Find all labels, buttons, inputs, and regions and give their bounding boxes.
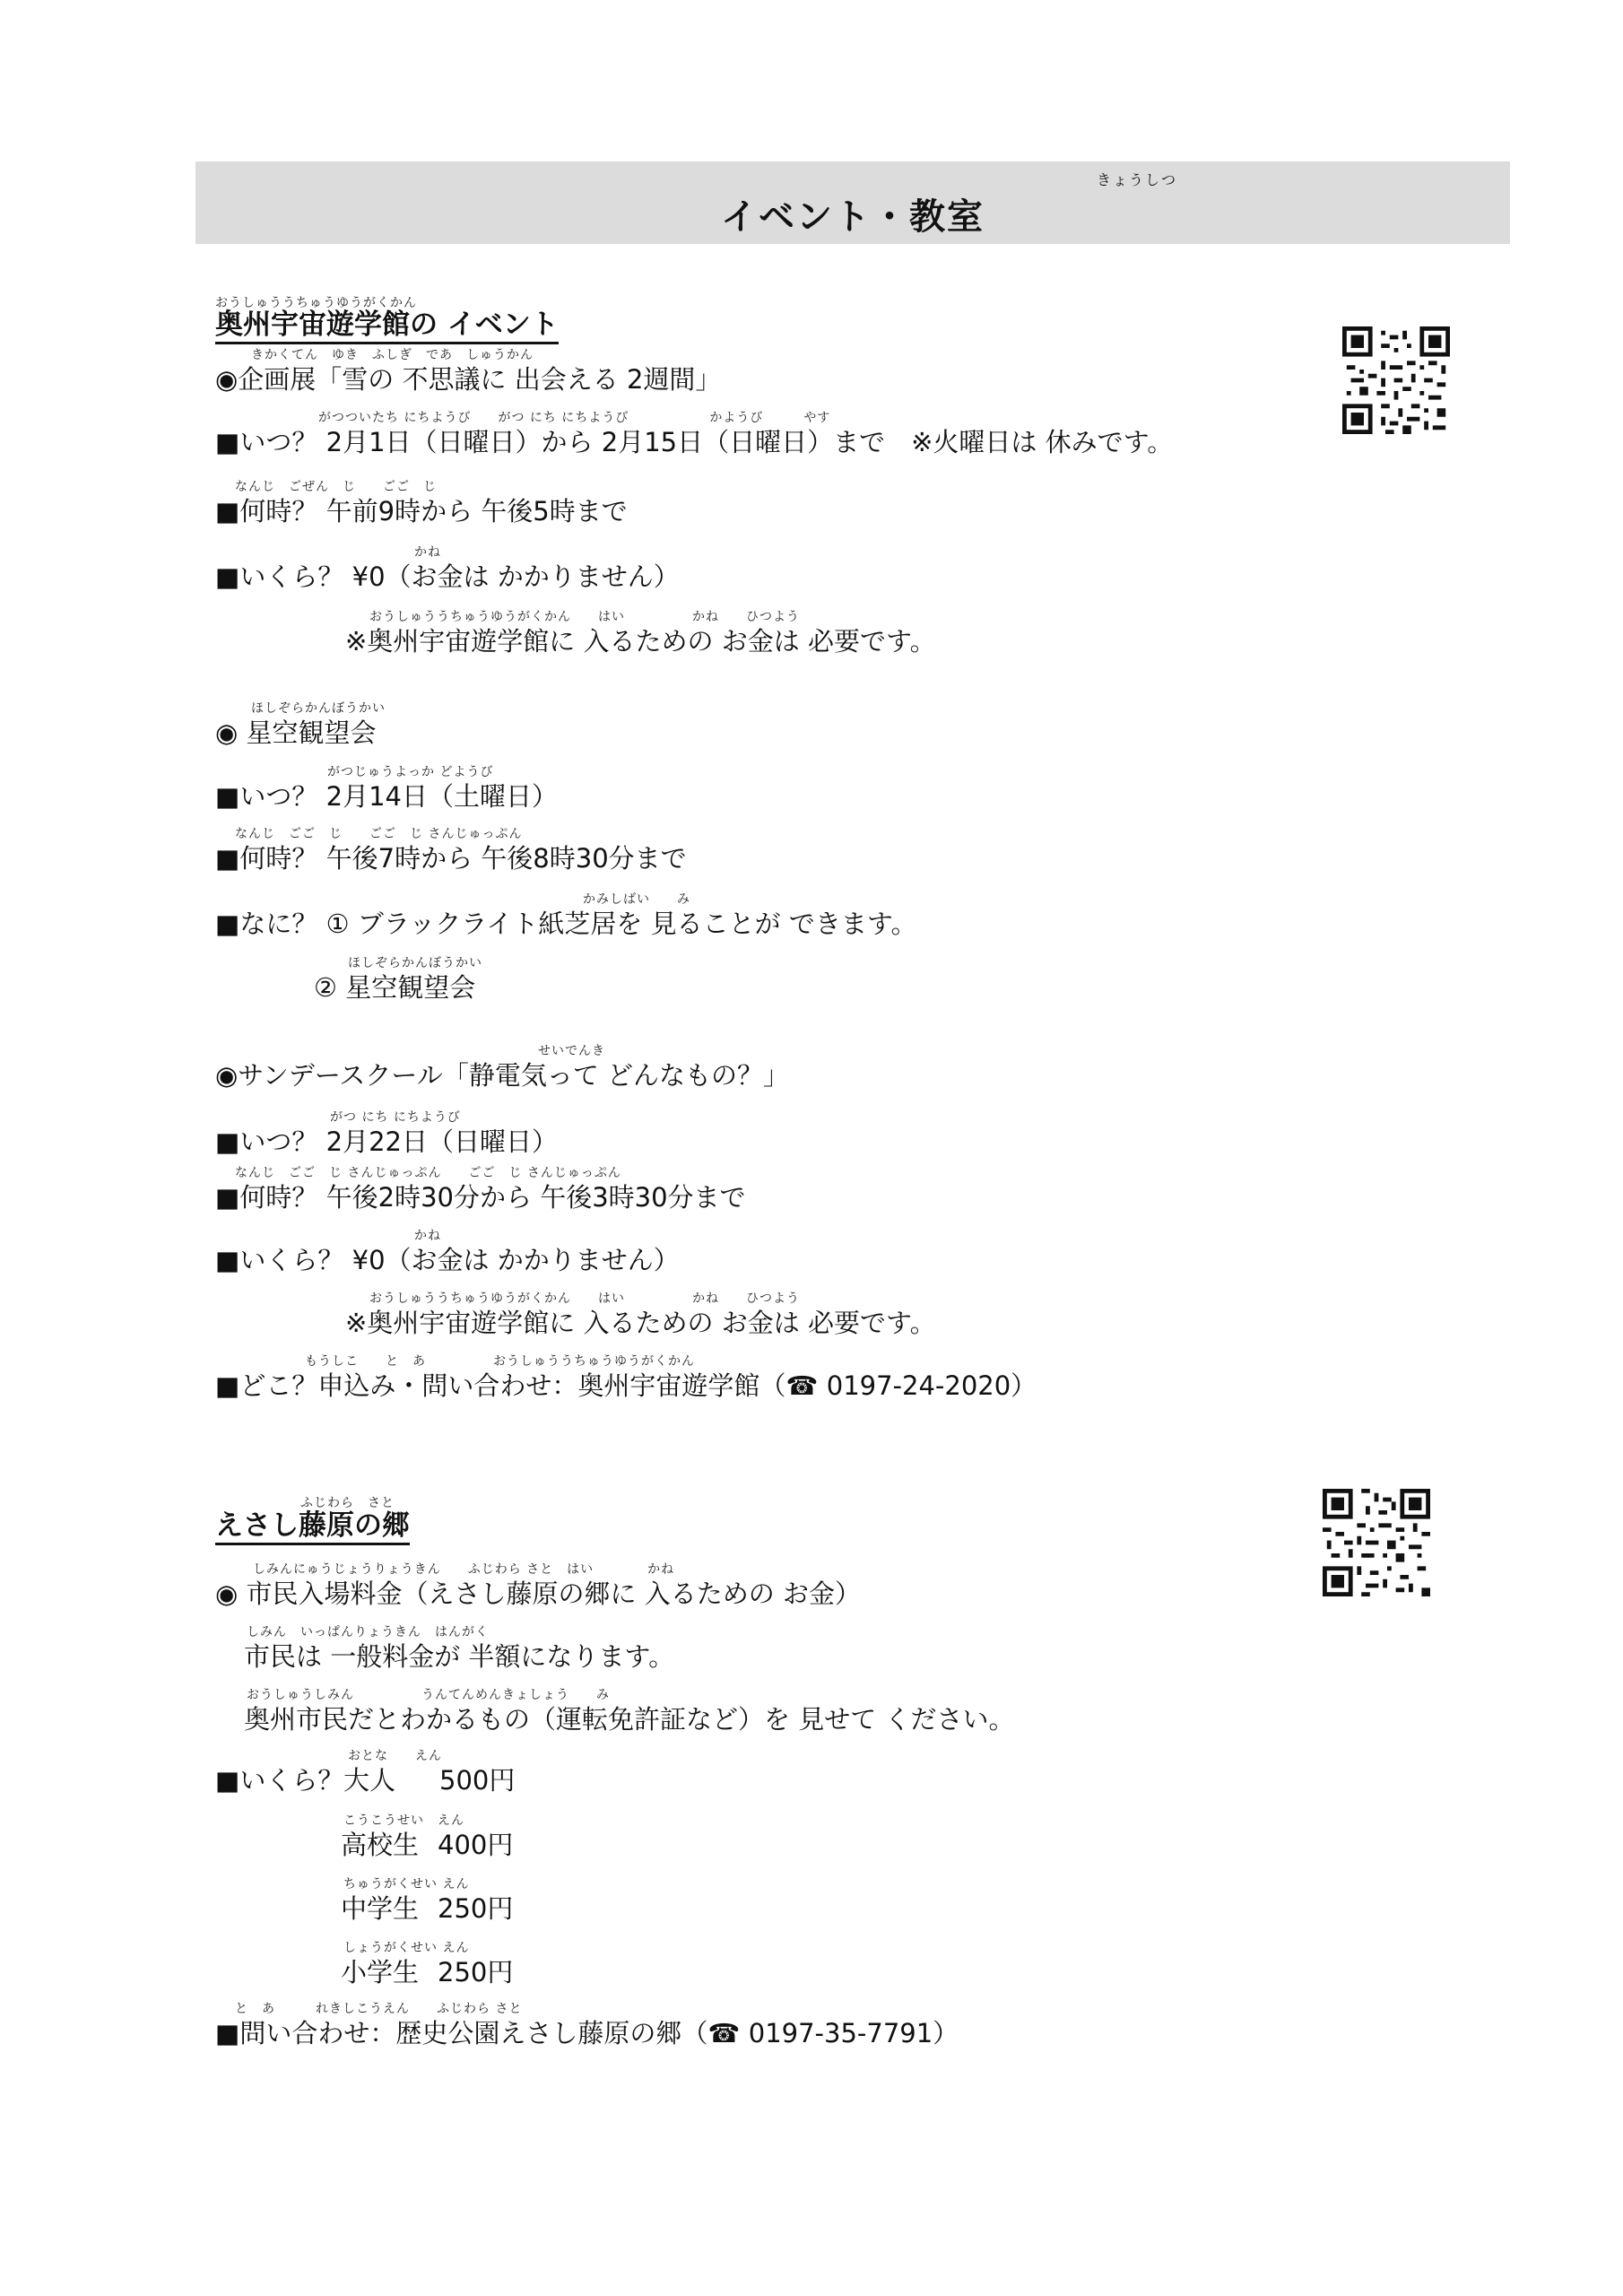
event3-price: ■いくら？ ¥0（お金は かかりません） (215, 1245, 680, 1275)
event3-contact-ruby: もうしこ と あ おうしゅううちゅうゆうがくかん (305, 1354, 695, 1369)
event1-price: ■いくら？ ¥0（お金は かかりません） (215, 561, 680, 592)
fujiwara-contact-ruby: と あ れきしこうえん ふじわら さと (235, 2002, 523, 2016)
fujiwara-contact: ■問い合わせ：歴史公園えさし藤原の郷（☎ 0197-35-7791） (215, 2018, 959, 2048)
event2-title-ruby: ほしぞらかんぼうかい (251, 701, 386, 716)
event2-time-ruby: なんじ ごご じ ごご じ さんじゅっぷん (235, 827, 523, 841)
price-label-adult: 大人 (343, 1765, 396, 1796)
price-value-adult: 500円 (439, 1765, 516, 1796)
section-heading-fujiwara: えさし藤原の郷 (215, 1510, 410, 1545)
price-label-highschool: 高校生 (341, 1830, 420, 1860)
price-ruby-highschool: こうこうせい えん (343, 1813, 464, 1828)
section-banner (195, 161, 1510, 244)
price-value-highschool: 400円 (438, 1830, 514, 1860)
event1-when: ■いつ？ 2月1日（日曜日）から 2月15日（日曜日）まで ※火曜日は 休みです。 (215, 427, 1174, 457)
fee-p2-ruby: おうしゅうしみん うんてんめんきょしょう み (247, 1688, 610, 1702)
event3-title: ◉サンデースクール「静電気って どんなもの？」 (215, 1060, 790, 1091)
event2-what-ruby: かみしばい み (583, 892, 690, 907)
event2-what2-ruby: ほしぞらかんぼうかい (348, 956, 482, 970)
event1-title: ◉企画展「雪の 不思議に 出会える 2週間」 (215, 364, 722, 395)
fee-title-ruby: しみんにゅうじょうりょうきん ふじわら さと はい かね (253, 1562, 675, 1577)
heading-ruby: おうしゅううちゅうゆうがくかん (215, 296, 417, 310)
event1-note-ruby: おうしゅううちゅうゆうがくかん はい かね ひつよう (369, 610, 800, 624)
price-ruby-adult: おとな えん (348, 1749, 442, 1763)
event2-what2: ② 星空観望会 (314, 972, 476, 1003)
qr-code-icon[interactable] (1323, 1489, 1430, 1596)
price-ruby-elementary: しょうがくせい えん (343, 1941, 470, 1955)
event3-contact: ■どこ？申込み・問い合わせ：奥州宇宙遊学館（☎ 0197-24-2020） (215, 1370, 1037, 1401)
event1-note: ※奥州宇宙遊学館に 入るための お金は 必要です。 (345, 626, 936, 657)
price-ruby-junior: ちゅうがくせい えん (343, 1877, 470, 1892)
event1-when-ruby: がつついたち にちようび がつ にち にちようび かようび やす (318, 411, 831, 425)
section2-heading-ruby: ふじわら さと (300, 1496, 395, 1510)
event2-what: ■なに？ ① ブラックライト紙芝居を 見ることが できます。 (215, 909, 917, 939)
price-label: ■いくら？ (215, 1765, 344, 1796)
event2-when-ruby: がつじゅうよっか どようび (327, 765, 494, 779)
banner-ruby: きょうしつ (1097, 171, 1178, 188)
event3-price-ruby: かね (414, 1229, 441, 1243)
price-label-elementary: 小学生 (341, 1957, 420, 1987)
event1-time: ■何時？ 午前9時から 午後5時まで (215, 496, 628, 526)
price-value-elementary: 250円 (438, 1957, 514, 1987)
event1-time-ruby: なんじ ごぜん じ ごご じ (235, 480, 437, 494)
banner-title: イベント・教室 (721, 196, 985, 238)
event3-when: ■いつ？ 2月22日（日曜日） (215, 1126, 558, 1157)
event3-time-ruby: なんじ ごご じ さんじゅっぷん ごご じ さんじゅっぷん (235, 1166, 621, 1180)
event2-title: ◉ 星空観望会 (215, 718, 377, 748)
price-value-junior: 250円 (438, 1893, 514, 1924)
event3-when-ruby: がつ にち にちようび (330, 1110, 461, 1125)
event3-note: ※奥州宇宙遊学館に 入るための お金は 必要です。 (345, 1308, 936, 1338)
qr-code-graphic (1323, 1489, 1430, 1596)
fee-p1-ruby: しみん いっぱんりょうきん はんがく (247, 1625, 489, 1639)
fee-p1: 市民は 一般料金が 半額になります。 (244, 1641, 675, 1672)
event2-when: ■いつ？ 2月14日（土曜日） (215, 781, 558, 812)
qr-code-graphic (1342, 326, 1450, 434)
event3-time: ■何時？ 午後2時30分から 午後3時30分まで (215, 1182, 746, 1213)
section-heading-yugakukan: 奥州宇宙遊学館の イベント (215, 309, 559, 344)
price-label-junior: 中学生 (341, 1893, 420, 1924)
event3-note-ruby: おうしゅううちゅうゆうがくかん はい かね ひつよう (369, 1292, 800, 1306)
qr-code-icon[interactable] (1342, 326, 1450, 434)
fee-p2: 奥州市民だとわかるもの（運転免許証など）を 見せて ください。 (244, 1704, 1015, 1735)
event3-title-ruby: せいでんき (538, 1044, 605, 1058)
event1-title-ruby: きかくてん ゆき ふしぎ であ しゅうかん (251, 348, 534, 362)
fee-title: ◉ 市民入場料金（えさし藤原の郷に 入るための お金） (215, 1578, 861, 1609)
event2-time: ■何時？ 午後7時から 午後8時30分まで (215, 843, 687, 874)
event1-price-ruby: かね (414, 545, 441, 560)
